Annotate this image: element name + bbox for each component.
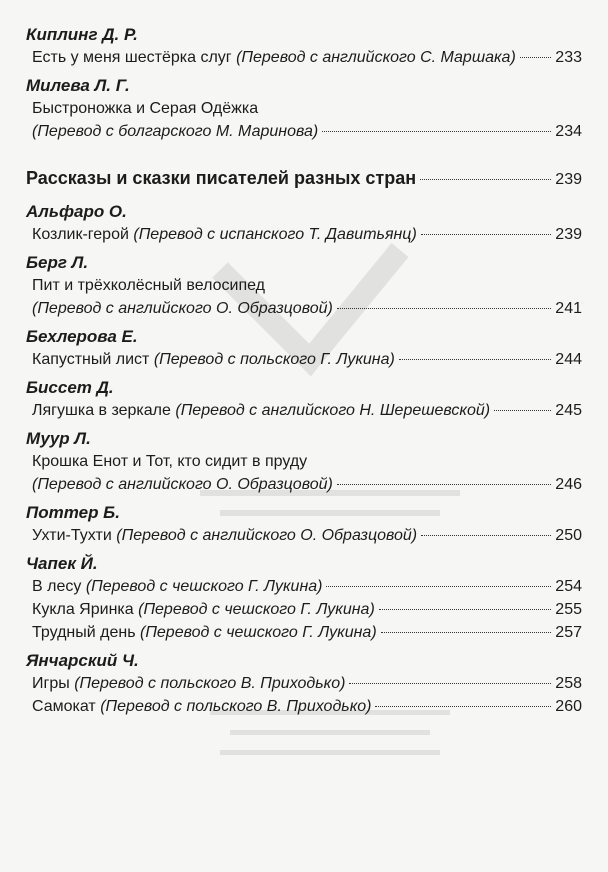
translation-note: (Перевод с английского О. Образцовой) (116, 527, 418, 544)
translation-note: (Перевод с английского О. Образцовой) (32, 476, 333, 493)
author-name: Альфаро О. (26, 202, 127, 221)
dot-leader (494, 410, 551, 411)
dot-leader (399, 359, 551, 360)
translation-note: (Перевод с польского Г. Лукина) (153, 351, 395, 368)
author-name: Бехлерова Е. (26, 327, 138, 346)
work-title: Самокат (32, 698, 96, 715)
author-name: Чапек Й. (26, 554, 98, 573)
translation-note: (Перевод с болгарского М. Маринова) (32, 123, 319, 140)
page-number: 239 (555, 226, 582, 243)
work-title: Игры (32, 675, 70, 692)
dot-leader (421, 234, 552, 235)
page-number: 254 (555, 578, 582, 595)
dot-leader (337, 484, 551, 485)
dot-leader (337, 308, 551, 309)
work-title: Козлик-герой (32, 226, 129, 243)
page-number: 250 (555, 527, 582, 544)
section-title: Рассказы и сказки писателей разных стран (26, 168, 417, 188)
work-title: Пит и трёхколёсный велосипед (32, 277, 265, 294)
work-title: Трудный день (32, 624, 136, 641)
dot-leader (375, 706, 551, 707)
author-name: Янчарский Ч. (26, 651, 139, 670)
toc-entry[interactable] (26, 223, 582, 246)
author-name: Берг Л. (26, 253, 89, 272)
page-number: 255 (555, 601, 582, 618)
page-number: 244 (555, 351, 582, 368)
page-number: 246 (555, 476, 582, 493)
dot-leader (349, 683, 551, 684)
translation-note: (Перевод с чешского Г. Лукина) (139, 624, 377, 641)
dot-leader (520, 57, 552, 58)
work-title: Ухти-Тухти (32, 527, 112, 544)
translation-note: (Перевод с польского В. Приходько) (100, 698, 372, 715)
author-name: Киплинг Д. Р. (26, 25, 138, 44)
page-number: 241 (555, 300, 582, 317)
work-title: Быстроножка и Серая Одёжка (32, 100, 259, 117)
page-number: 257 (555, 624, 582, 641)
page-number: 260 (555, 698, 582, 715)
section-heading[interactable] (26, 165, 582, 193)
dot-leader (326, 586, 551, 587)
page-number: 233 (555, 49, 582, 66)
toc-entry[interactable] (26, 297, 582, 320)
toc-entry[interactable] (26, 672, 582, 695)
toc-entry[interactable] (26, 621, 582, 644)
work-title: Кукла Яринка (32, 601, 134, 618)
toc-entry[interactable] (26, 598, 582, 621)
dot-leader (421, 535, 551, 536)
work-title: В лесу (32, 578, 82, 595)
toc-entry[interactable] (26, 46, 582, 69)
work-title: Есть у меня шестёрка слуг (32, 49, 232, 66)
translation-note: (Перевод с английского С. Маршака) (236, 49, 516, 66)
work-title: Крошка Енот и Тот, кто сидит в пруду (32, 453, 308, 470)
dot-leader (420, 179, 551, 180)
toc-entry[interactable] (26, 120, 582, 143)
toc-entry[interactable] (26, 348, 582, 371)
toc-entry[interactable] (26, 695, 582, 718)
dot-leader (379, 609, 552, 610)
page-number: 245 (555, 402, 582, 419)
dot-leader (381, 632, 552, 633)
work-title: Лягушка в зеркале (32, 402, 171, 419)
page-number: 258 (555, 675, 582, 692)
translation-note: (Перевод с английского О. Образцовой) (32, 300, 333, 317)
toc-entry[interactable] (26, 399, 582, 422)
toc-entry[interactable] (26, 524, 582, 547)
table-of-contents (26, 24, 582, 718)
translation-note: (Перевод с чешского Г. Лукина) (85, 578, 323, 595)
page-number: 239 (555, 171, 582, 188)
translation-note: (Перевод с польского В. Приходько) (74, 675, 346, 692)
toc-entry[interactable] (26, 473, 582, 496)
author-name: Биссет Д. (26, 378, 114, 397)
page-number: 234 (555, 123, 582, 140)
translation-note: (Перевод с английского Н. Шерешевской) (175, 402, 491, 419)
translation-note: (Перевод с испанского Т. Давитьянц) (133, 226, 417, 243)
dot-leader (322, 131, 551, 132)
toc-entry[interactable] (26, 575, 582, 598)
translation-note: (Перевод с чешского Г. Лукина) (138, 601, 375, 618)
author-name: Муур Л. (26, 429, 91, 448)
work-title: Капустный лист (32, 351, 150, 368)
author-name: Милева Л. Г. (26, 76, 130, 95)
author-name: Поттер Б. (26, 503, 120, 522)
